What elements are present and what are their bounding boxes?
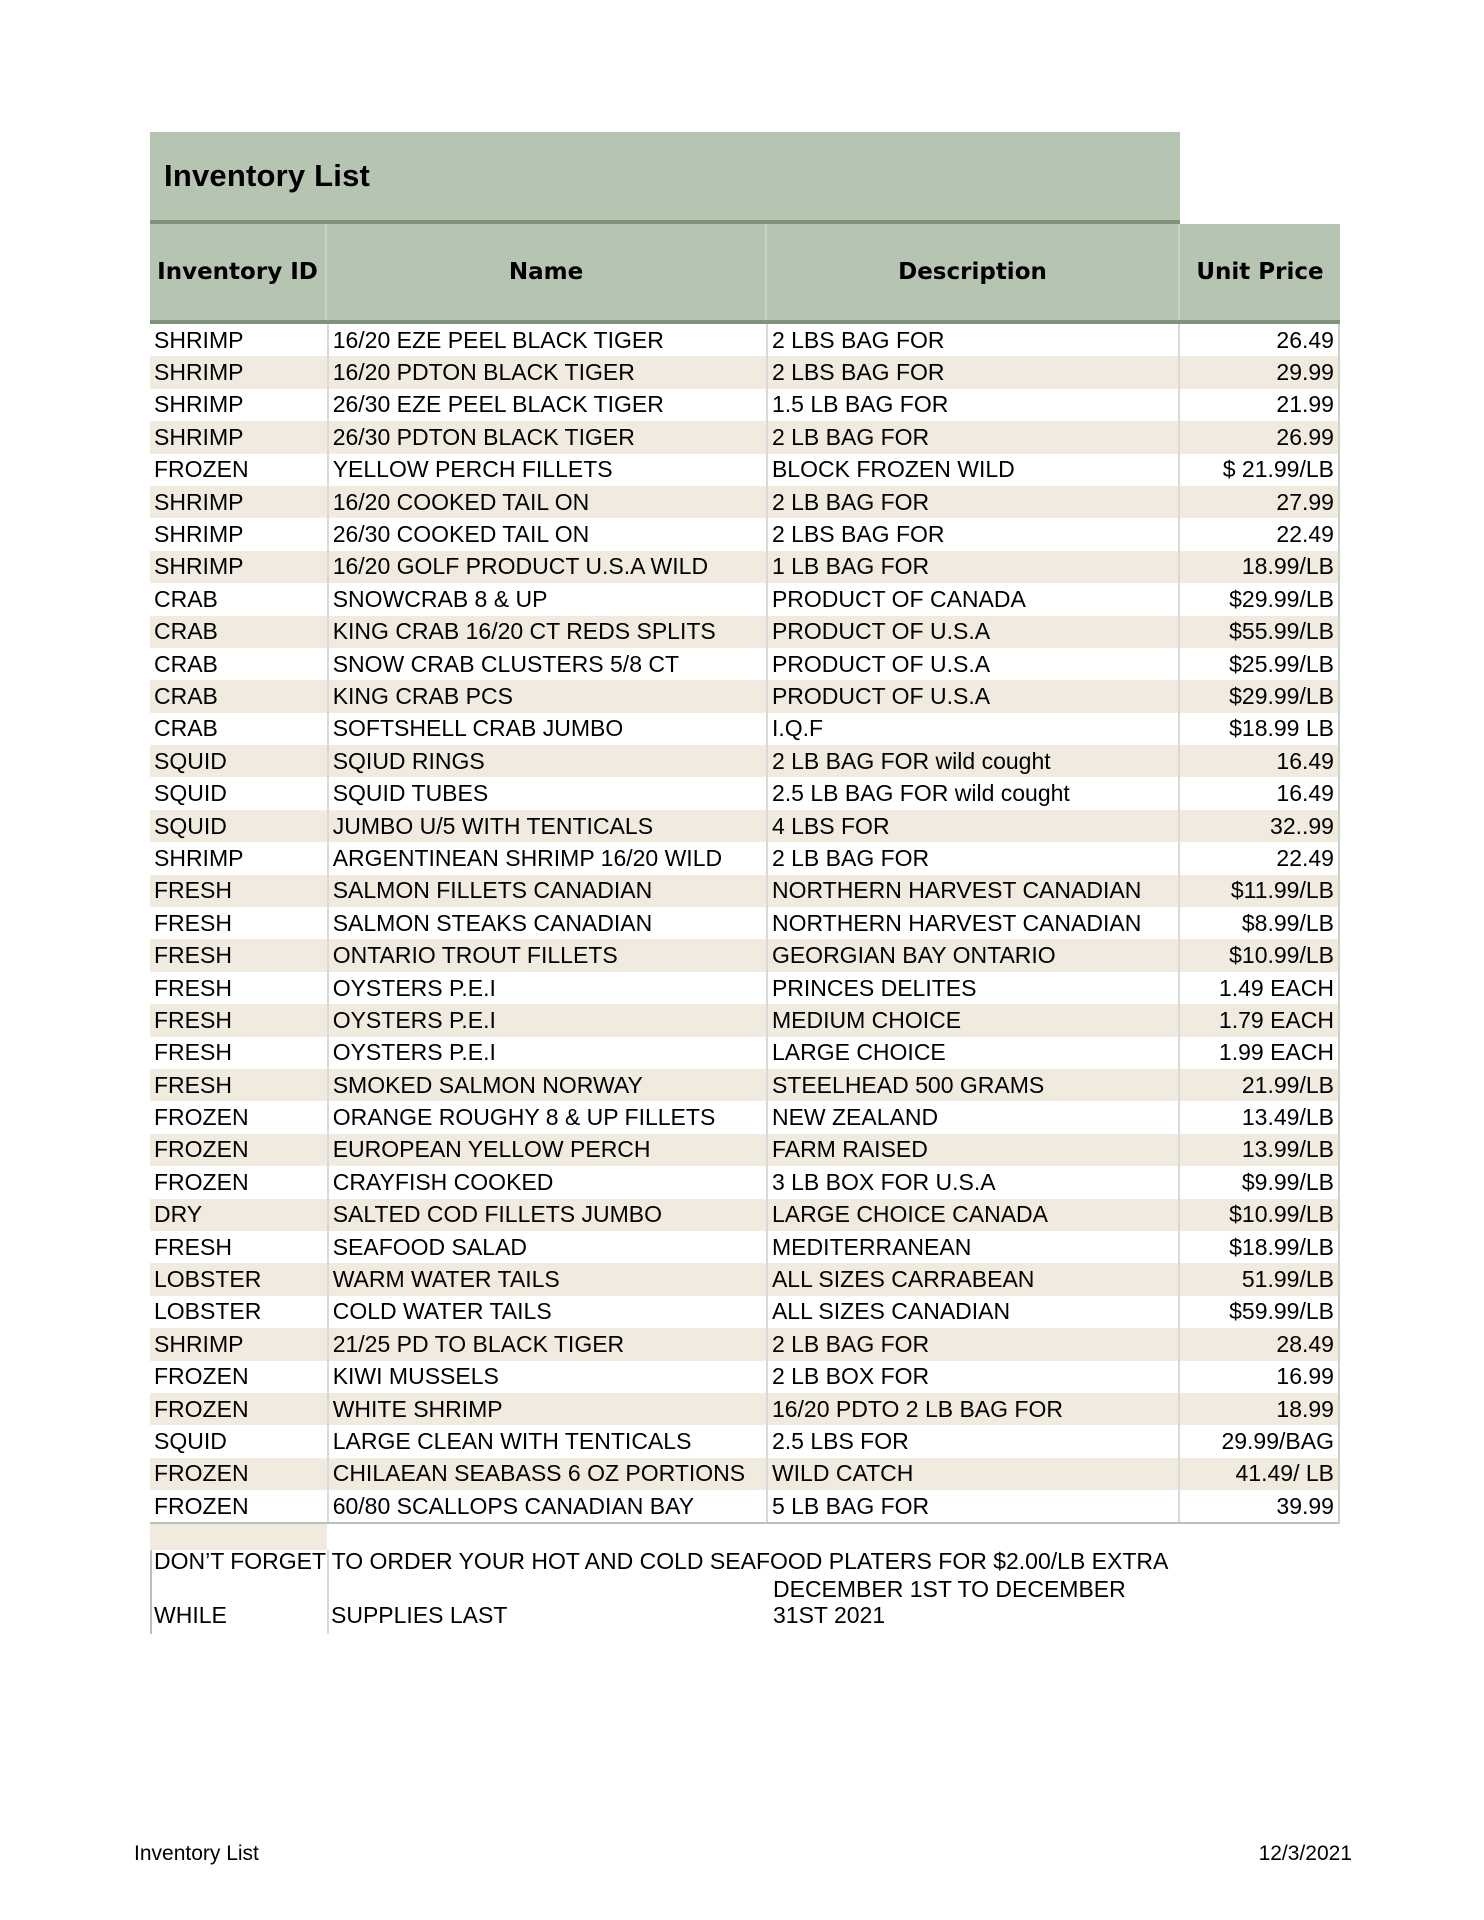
cell-description: LARGE CHOICE CANADA — [766, 1199, 1178, 1231]
table-row — [150, 1037, 1338, 1069]
note-order-platters: DON’T FORGET TO ORDER YOUR HOT AND COLD SEAFOOD PLATERS FOR $2.00/LB EXTRA — [154, 1548, 1169, 1575]
table-row — [150, 1166, 1338, 1198]
cell-name: EUROPEAN YELLOW PERCH — [327, 1134, 766, 1166]
cell-inventory-id: FROZEN — [154, 1104, 249, 1131]
cell-unit-price: 41.49/ LB — [1178, 1458, 1338, 1490]
cell-description: PRODUCT OF U.S.A — [766, 680, 1178, 712]
table-row — [150, 745, 1338, 777]
cell-description: 2 LB BAG FOR wild cought — [766, 745, 1178, 777]
cell-name: 16/20 EZE PEEL BLACK TIGER — [327, 324, 766, 356]
cell-unit-price: 28.49 — [1178, 1328, 1338, 1360]
cell-unit-price: 22.49 — [1178, 518, 1338, 550]
table-row — [150, 1199, 1338, 1231]
cell-inventory-id: SHRIMP — [154, 1330, 244, 1357]
table-row — [150, 810, 1338, 842]
table-row — [150, 1101, 1338, 1133]
cell-name: SNOW CRAB CLUSTERS 5/8 CT — [327, 648, 766, 680]
cell-unit-price: 1.79 EACH — [1178, 1004, 1338, 1036]
cell-inventory-id: FRESH — [154, 909, 232, 936]
cell-description: FARM RAISED — [766, 1134, 1178, 1166]
cell-name: CRAYFISH COOKED — [327, 1166, 766, 1198]
cell-inventory-id: CRAB — [154, 715, 218, 742]
cell-description: ALL SIZES CANADIAN — [766, 1296, 1178, 1328]
cell-name: 16/20 PDTON BLACK TIGER — [327, 356, 766, 388]
table-row — [150, 1393, 1338, 1425]
table-row — [150, 518, 1338, 550]
cell-inventory-id: FROZEN — [154, 1168, 249, 1195]
cell-description: 16/20 PDTO 2 LB BAG FOR — [766, 1393, 1178, 1425]
cell-name: 60/80 SCALLOPS CANADIAN BAY — [327, 1490, 766, 1522]
cell-inventory-id: CRAB — [154, 618, 218, 645]
cell-description: NORTHERN HARVEST CANADIAN — [766, 907, 1178, 939]
cell-unit-price: 27.99 — [1178, 486, 1338, 518]
cell-name: 26/30 COOKED TAIL ON — [327, 518, 766, 550]
cell-name: OYSTERS P.E.I — [327, 972, 766, 1004]
table-row — [150, 551, 1338, 583]
cell-name: 26/30 EZE PEEL BLACK TIGER — [327, 389, 766, 421]
cell-unit-price: 18.99/LB — [1178, 551, 1338, 583]
cell-name: SNOWCRAB 8 & UP — [327, 583, 766, 615]
cell-unit-price: 13.49/LB — [1178, 1101, 1338, 1133]
cell-inventory-id: SHRIMP — [154, 326, 244, 353]
table-row — [150, 777, 1338, 809]
table-row — [150, 1361, 1338, 1393]
cell-description: NEW ZEALAND — [766, 1101, 1178, 1133]
cell-unit-price: 1.99 EACH — [1178, 1037, 1338, 1069]
cell-name: 16/20 COOKED TAIL ON — [327, 486, 766, 518]
cell-description: PRODUCT OF U.S.A — [766, 616, 1178, 648]
title-band — [150, 132, 1180, 224]
cell-description: 2 LB BOX FOR — [766, 1361, 1178, 1393]
cell-unit-price: $10.99/LB — [1178, 1199, 1338, 1231]
cell-inventory-id: LOBSTER — [154, 1266, 262, 1293]
cell-unit-price: $59.99/LB — [1178, 1296, 1338, 1328]
note-dates-line1: DECEMBER 1ST TO DECEMBER — [773, 1576, 1126, 1603]
cell-name: ONTARIO TROUT FILLETS — [327, 939, 766, 971]
cell-unit-price: 29.99 — [1178, 356, 1338, 388]
cell-inventory-id: FRESH — [154, 942, 232, 969]
cell-unit-price: 21.99/LB — [1178, 1069, 1338, 1101]
cell-name: WHITE SHRIMP — [327, 1393, 766, 1425]
table-row — [150, 1458, 1338, 1490]
cell-name: SEAFOOD SALAD — [327, 1231, 766, 1263]
cell-unit-price: 21.99 — [1178, 389, 1338, 421]
cell-inventory-id: FRESH — [154, 1006, 232, 1033]
table-row — [150, 907, 1338, 939]
cell-name: 21/25 PD TO BLACK TIGER — [327, 1328, 766, 1360]
note-supplies-last: SUPPLIES LAST — [331, 1602, 508, 1629]
table-row — [150, 1263, 1338, 1295]
table-row — [150, 648, 1338, 680]
header-unit-price: Unit Price — [1196, 259, 1324, 285]
table-row — [150, 939, 1338, 971]
cell-inventory-id: FRESH — [154, 1071, 232, 1098]
table-row — [150, 616, 1338, 648]
table-row — [150, 1004, 1338, 1036]
table-row — [150, 389, 1338, 421]
cell-inventory-id: FROZEN — [154, 456, 249, 483]
cell-unit-price: $8.99/LB — [1178, 907, 1338, 939]
footer-date: 12/3/2021 — [1258, 1842, 1352, 1865]
cell-unit-price: 39.99 — [1178, 1490, 1338, 1522]
cell-description: 5 LB BAG FOR — [766, 1490, 1178, 1522]
table-row — [150, 583, 1338, 615]
cell-inventory-id: SHRIMP — [154, 844, 244, 871]
cell-inventory-id: DRY — [154, 1201, 203, 1228]
table-body — [150, 324, 1340, 1524]
cell-description: LARGE CHOICE — [766, 1037, 1178, 1069]
cell-inventory-id: FRESH — [154, 877, 232, 904]
cell-name: KIWI MUSSELS — [327, 1361, 766, 1393]
cell-inventory-id: CRAB — [154, 585, 218, 612]
cell-name: LARGE CLEAN WITH TENTICALS — [327, 1425, 766, 1457]
table-row — [150, 1069, 1338, 1101]
cell-unit-price: 1.49 EACH — [1178, 972, 1338, 1004]
cell-unit-price: 26.49 — [1178, 324, 1338, 356]
cell-name: SALMON FILLETS CANADIAN — [327, 875, 766, 907]
cell-inventory-id: LOBSTER — [154, 1298, 262, 1325]
cell-inventory-id: SHRIMP — [154, 553, 244, 580]
cell-name: ORANGE ROUGHY 8 & UP FILLETS — [327, 1101, 766, 1133]
cell-description: ALL SIZES CARRABEAN — [766, 1263, 1178, 1295]
cell-unit-price: 18.99 — [1178, 1393, 1338, 1425]
cell-description: STEELHEAD 500 GRAMS — [766, 1069, 1178, 1101]
table-row — [150, 1296, 1338, 1328]
cell-name: OYSTERS P.E.I — [327, 1004, 766, 1036]
cell-inventory-id: FRESH — [154, 974, 232, 1001]
cell-description: NORTHERN HARVEST CANADIAN — [766, 875, 1178, 907]
cell-unit-price: $11.99/LB — [1178, 875, 1338, 907]
cell-description: 2 LB BAG FOR — [766, 842, 1178, 874]
cell-name: 26/30 PDTON BLACK TIGER — [327, 421, 766, 453]
table-row — [150, 454, 1338, 486]
inventory-sheet — [150, 132, 1340, 1634]
cell-description: MEDIUM CHOICE — [766, 1004, 1178, 1036]
cell-unit-price: $29.99/LB — [1178, 680, 1338, 712]
cell-name: JUMBO U/5 WITH TENTICALS — [327, 810, 766, 842]
cell-inventory-id: SHRIMP — [154, 359, 244, 386]
cell-description: 2 LB BAG FOR — [766, 1328, 1178, 1360]
cell-description: 2 LBS BAG FOR — [766, 518, 1178, 550]
cell-description: GEORGIAN BAY ONTARIO — [766, 939, 1178, 971]
header-name: Name — [327, 224, 767, 320]
cell-inventory-id: SHRIMP — [154, 423, 244, 450]
cell-description: 2.5 LBS FOR — [766, 1425, 1178, 1457]
cell-description: MEDITERRANEAN — [766, 1231, 1178, 1263]
cell-inventory-id: FRESH — [154, 1233, 232, 1260]
cell-inventory-id: FRESH — [154, 1039, 232, 1066]
cell-description: 1.5 LB BAG FOR — [766, 389, 1178, 421]
cell-name: SMOKED SALMON NORWAY — [327, 1069, 766, 1101]
cell-inventory-id: SHRIMP — [154, 488, 244, 515]
cell-description: 2 LBS BAG FOR — [766, 324, 1178, 356]
cell-unit-price: $55.99/LB — [1178, 616, 1338, 648]
cell-description: PRODUCT OF CANADA — [766, 583, 1178, 615]
inventory-table — [150, 224, 1340, 1524]
table-row — [150, 972, 1338, 1004]
cell-inventory-id: SQUID — [154, 747, 227, 774]
cell-name: COLD WATER TAILS — [327, 1296, 766, 1328]
cell-inventory-id: FROZEN — [154, 1363, 249, 1390]
cell-name: ARGENTINEAN SHRIMP 16/20 WILD — [327, 842, 766, 874]
cell-description: 2.5 LB BAG FOR wild cought — [766, 777, 1178, 809]
cell-description: WILD CATCH — [766, 1458, 1178, 1490]
cell-name: SQUID TUBES — [327, 777, 766, 809]
header-inventory-id: Inventory ID — [150, 224, 327, 320]
table-header — [150, 224, 1340, 324]
cell-description: 2 LBS BAG FOR — [766, 356, 1178, 388]
table-row — [150, 324, 1338, 356]
cell-inventory-id: FROZEN — [154, 1460, 249, 1487]
cell-name: SQIUD RINGS — [327, 745, 766, 777]
notes-section — [150, 1524, 1340, 1634]
table-row — [150, 486, 1338, 518]
cell-inventory-id: SQUID — [154, 1427, 227, 1454]
footer-title: Inventory List — [134, 1842, 259, 1865]
table-row — [150, 842, 1338, 874]
cell-unit-price: $9.99/LB — [1178, 1166, 1338, 1198]
table-row — [150, 713, 1338, 745]
cell-description: 3 LB BOX FOR U.S.A — [766, 1166, 1178, 1198]
sheet-title: Inventory List — [164, 158, 371, 193]
cell-inventory-id: FROZEN — [154, 1136, 249, 1163]
cell-inventory-id: CRAB — [154, 682, 218, 709]
cell-unit-price: 13.99/LB — [1178, 1134, 1338, 1166]
cell-unit-price: 32..99 — [1178, 810, 1338, 842]
cell-inventory-id: FROZEN — [154, 1395, 249, 1422]
cell-inventory-id: SHRIMP — [154, 391, 244, 418]
cell-name: CHILAEAN SEABASS 6 OZ PORTIONS — [327, 1458, 766, 1490]
cell-description: 1 LB BAG FOR — [766, 551, 1178, 583]
cell-name: SALTED COD FILLETS JUMBO — [327, 1199, 766, 1231]
cell-inventory-id: SQUID — [154, 812, 227, 839]
cell-unit-price: $10.99/LB — [1178, 939, 1338, 971]
header-description: Description — [767, 224, 1180, 320]
cell-name: SALMON STEAKS CANADIAN — [327, 907, 766, 939]
note-while: WHILE — [154, 1602, 227, 1629]
table-row — [150, 875, 1338, 907]
cell-description: 4 LBS FOR — [766, 810, 1178, 842]
cell-inventory-id: FROZEN — [154, 1492, 249, 1519]
table-row — [150, 1490, 1338, 1522]
cell-name: YELLOW PERCH FILLETS — [327, 454, 766, 486]
cell-unit-price: 51.99/LB — [1178, 1263, 1338, 1295]
cell-name: SOFTSHELL CRAB JUMBO — [327, 713, 766, 745]
table-row — [150, 1231, 1338, 1263]
cell-name: OYSTERS P.E.I — [327, 1037, 766, 1069]
cell-unit-price: 26.99 — [1178, 421, 1338, 453]
cell-unit-price: 22.49 — [1178, 842, 1338, 874]
cell-unit-price: $18.99 LB — [1178, 713, 1338, 745]
cell-unit-price: $ 21.99/LB — [1178, 454, 1338, 486]
cell-description: 2 LB BAG FOR — [766, 421, 1178, 453]
cell-description: BLOCK FROZEN WILD — [766, 454, 1178, 486]
table-row — [150, 421, 1338, 453]
cell-inventory-id: SHRIMP — [154, 521, 244, 548]
cell-description: PRODUCT OF U.S.A — [766, 648, 1178, 680]
cell-name: WARM WATER TAILS — [327, 1263, 766, 1295]
table-row — [150, 680, 1338, 712]
cell-description: I.Q.F — [766, 713, 1178, 745]
cell-inventory-id: SQUID — [154, 780, 227, 807]
cell-description: PRINCES DELITES — [766, 972, 1178, 1004]
table-row — [150, 1328, 1338, 1360]
cell-unit-price: 29.99/BAG — [1178, 1425, 1338, 1457]
cell-inventory-id: CRAB — [154, 650, 218, 677]
cell-unit-price: 16.49 — [1178, 745, 1338, 777]
cell-description: 2 LB BAG FOR — [766, 486, 1178, 518]
cell-name: KING CRAB PCS — [327, 680, 766, 712]
cell-unit-price: 16.49 — [1178, 777, 1338, 809]
cell-unit-price: 16.99 — [1178, 1361, 1338, 1393]
cell-name: KING CRAB 16/20 CT REDS SPLITS — [327, 616, 766, 648]
cell-unit-price: $29.99/LB — [1178, 583, 1338, 615]
table-row — [150, 1134, 1338, 1166]
note-dates-line2: 31ST 2021 — [773, 1602, 886, 1629]
cell-unit-price: $25.99/LB — [1178, 648, 1338, 680]
table-row — [150, 356, 1338, 388]
cell-name: 16/20 GOLF PRODUCT U.S.A WILD — [327, 551, 766, 583]
cell-unit-price: $18.99/LB — [1178, 1231, 1338, 1263]
table-row — [150, 1425, 1338, 1457]
notes-band — [150, 1524, 327, 1550]
